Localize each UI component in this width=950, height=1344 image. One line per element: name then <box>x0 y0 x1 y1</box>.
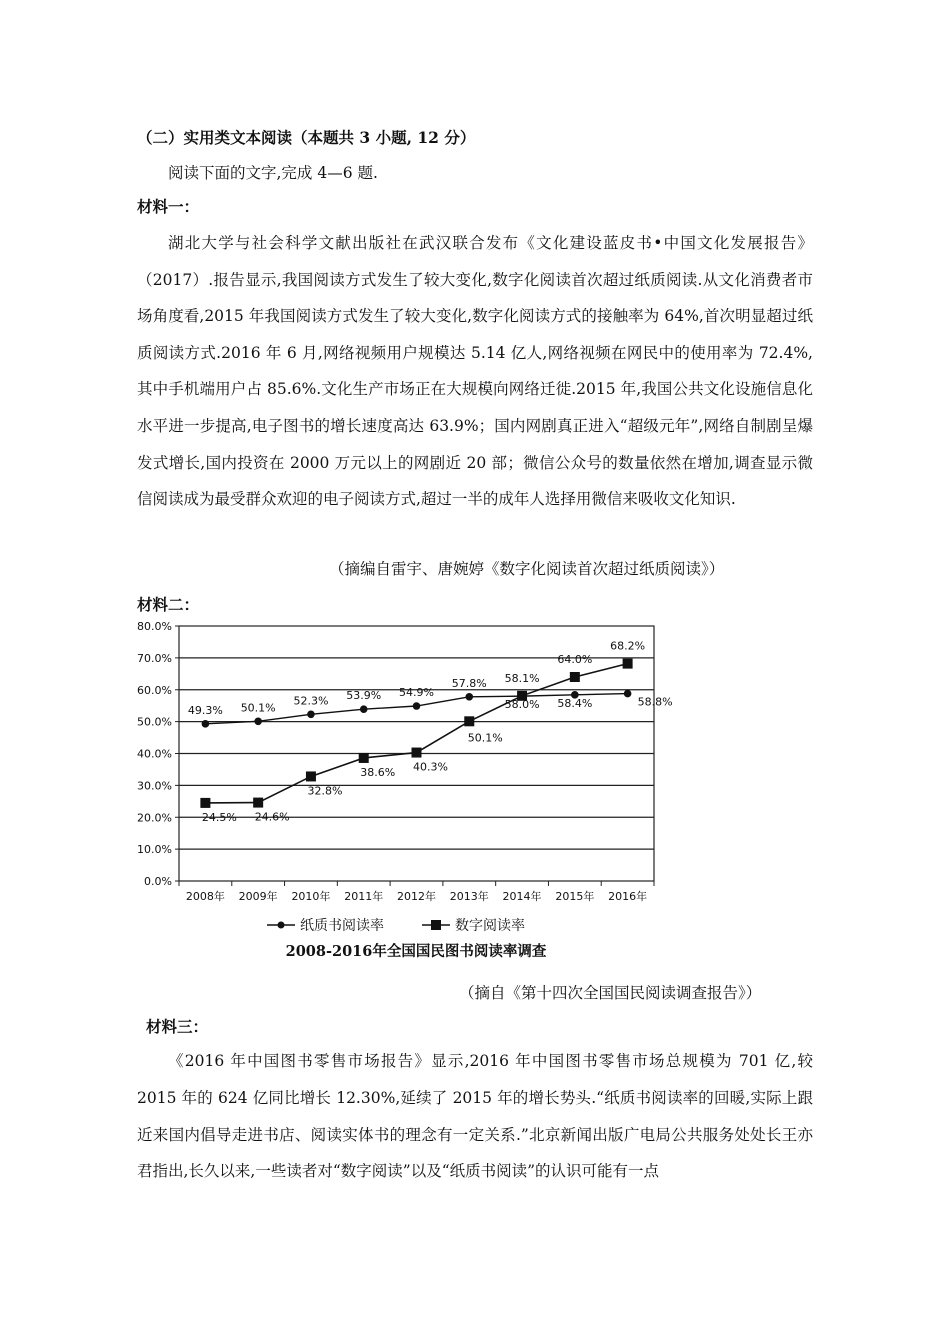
material1-text: 湖北大学与社会科学文献出版社在武汉联合发布《文化建设蓝皮书•中国文化发展报告》（2017）.报告显示,我国阅读方式发生了较大变化,数字化阅读首次超过纸质阅读.从文化消费者市场角度看,2015 年我国阅读方式发生了较大变化,数字化阅读方式的接触率为 64%,首次明显超过纸质阅读方式.2016 年 6 月,网络视频用户规模达 5.14 亿人,网络视频在网民中的使用率为 72.4%,其中手机端用户占 85.6%.文化生产市场正在大规模向网络迁徙.2015 年,我国公共文化设施信息化水平进一步提高,电子图书的增长速度高达 63.9%；国内网剧真正进入“超级元年”,网络自制剧呈爆发式增长,国内投资在 2000 万元以上的网剧近 20 部；微信公众号的数量依然在增加,调查显示微信阅读成为最受群众欢迎的电子阅读方式,超过一半的成年人选择用微信来吸收文化知识. <box>137 234 813 509</box>
digital-point <box>306 771 316 781</box>
paper-data-label: 58.0% <box>504 698 540 712</box>
paper-data-label: 49.3% <box>187 703 223 717</box>
legend-marker-paper <box>278 922 285 929</box>
digital-data-label: 24.5% <box>201 810 237 824</box>
paper-point <box>413 702 421 710</box>
paper-data-label: 53.9% <box>346 689 382 703</box>
paper-data-label: 58.8% <box>637 695 673 709</box>
digital-point <box>623 659 633 669</box>
y-tick-label: 20.0% <box>137 811 172 825</box>
digital-data-label: 32.8% <box>307 784 343 798</box>
material1-label: 材料一： <box>137 197 200 216</box>
x-tick-label: 2010年 <box>291 890 331 903</box>
x-tick-label: 2016年 <box>608 890 648 903</box>
digital-point <box>253 798 263 808</box>
digital-point <box>464 716 474 726</box>
material2-label: 材料二： <box>137 595 200 614</box>
legend-label-paper: 纸质书阅读率 <box>300 918 384 934</box>
instruction: 阅读下面的文字,完成 4—6 题. <box>168 164 378 182</box>
x-tick-label: 2012年 <box>397 890 436 903</box>
paper-data-label: 58.4% <box>557 696 593 710</box>
x-tick-label: 2015年 <box>555 890 595 903</box>
material1-source: （摘编自雷宇、唐婉婷《数字化阅读首次超过纸质阅读》） <box>329 560 725 578</box>
digital-data-label: 40.3% <box>413 760 448 774</box>
x-tick-label: 2011年 <box>344 890 384 903</box>
digital-point <box>359 753 369 763</box>
paper-point <box>624 690 632 698</box>
paper-data-label: 57.8% <box>451 676 487 690</box>
y-tick-label: 40.0% <box>137 747 172 761</box>
paper-point <box>254 718 262 726</box>
digital-data-label: 24.6% <box>254 810 290 824</box>
material2-source: （摘自《第十四次全国国民阅读调查报告》） <box>459 984 762 1002</box>
paper-point <box>465 693 473 701</box>
paper-data-label: 54.9% <box>399 686 434 700</box>
paper-point <box>360 705 368 713</box>
digital-point <box>200 798 210 808</box>
y-tick-label: 10.0% <box>137 843 172 857</box>
paper-data-label: 52.3% <box>293 694 329 708</box>
x-tick-label: 2008年 <box>185 890 225 903</box>
legend-label-digital: 数字阅读率 <box>455 918 525 934</box>
y-tick-label: 50.0% <box>137 715 172 729</box>
chart-svg <box>137 615 677 965</box>
digital-point <box>412 748 422 758</box>
series-line-digital <box>205 664 627 803</box>
digital-data-label: 64.0% <box>557 653 593 666</box>
x-tick-label: 2013年 <box>449 890 489 903</box>
reading-rate-chart <box>137 615 677 965</box>
digital-data-label: 58.1% <box>504 671 540 685</box>
legend-marker-digital <box>431 920 441 930</box>
y-tick-label: 0.0% <box>144 875 172 888</box>
x-tick-label: 2014年 <box>502 890 542 903</box>
y-tick-label: 60.0% <box>137 683 172 697</box>
y-tick-label: 30.0% <box>137 779 172 793</box>
material3-label: 材料三： <box>146 1017 209 1036</box>
digital-point <box>570 672 580 682</box>
y-tick-label: 80.0% <box>137 620 172 633</box>
x-tick-label: 2009年 <box>238 890 278 903</box>
material3-text: 《2016 年中国图书零售市场报告》显示,2016 年中国图书零售市场总规模为 701 亿,较 2015 年的 624 亿同比增长 12.30%,延续了 2015 年的增长势头.“纸质书阅读率的回暖,实际上跟近来国内倡导走进书店、阅读实体书的理念有一定关系.”北京新闻出版广电局公共服务处处长王亦君指出,长久以来,一些读者对“数字阅读”以及“纸质书阅读”的认识可能有一点 <box>137 1052 813 1181</box>
chart-title: 2008-2016年全国国民图书阅读率调查 <box>285 943 547 960</box>
y-tick-label: 70.0% <box>137 651 172 665</box>
section-heading: （二）实用类文本阅读（本题共 3 小题, 12 分） <box>137 128 476 147</box>
digital-data-label: 50.1% <box>467 731 503 745</box>
digital-data-label: 68.2% <box>610 639 646 653</box>
paper-point <box>202 720 210 728</box>
paper-point <box>307 710 315 718</box>
digital-data-label: 38.6% <box>360 765 396 779</box>
paper-data-label: 50.1% <box>240 701 276 715</box>
